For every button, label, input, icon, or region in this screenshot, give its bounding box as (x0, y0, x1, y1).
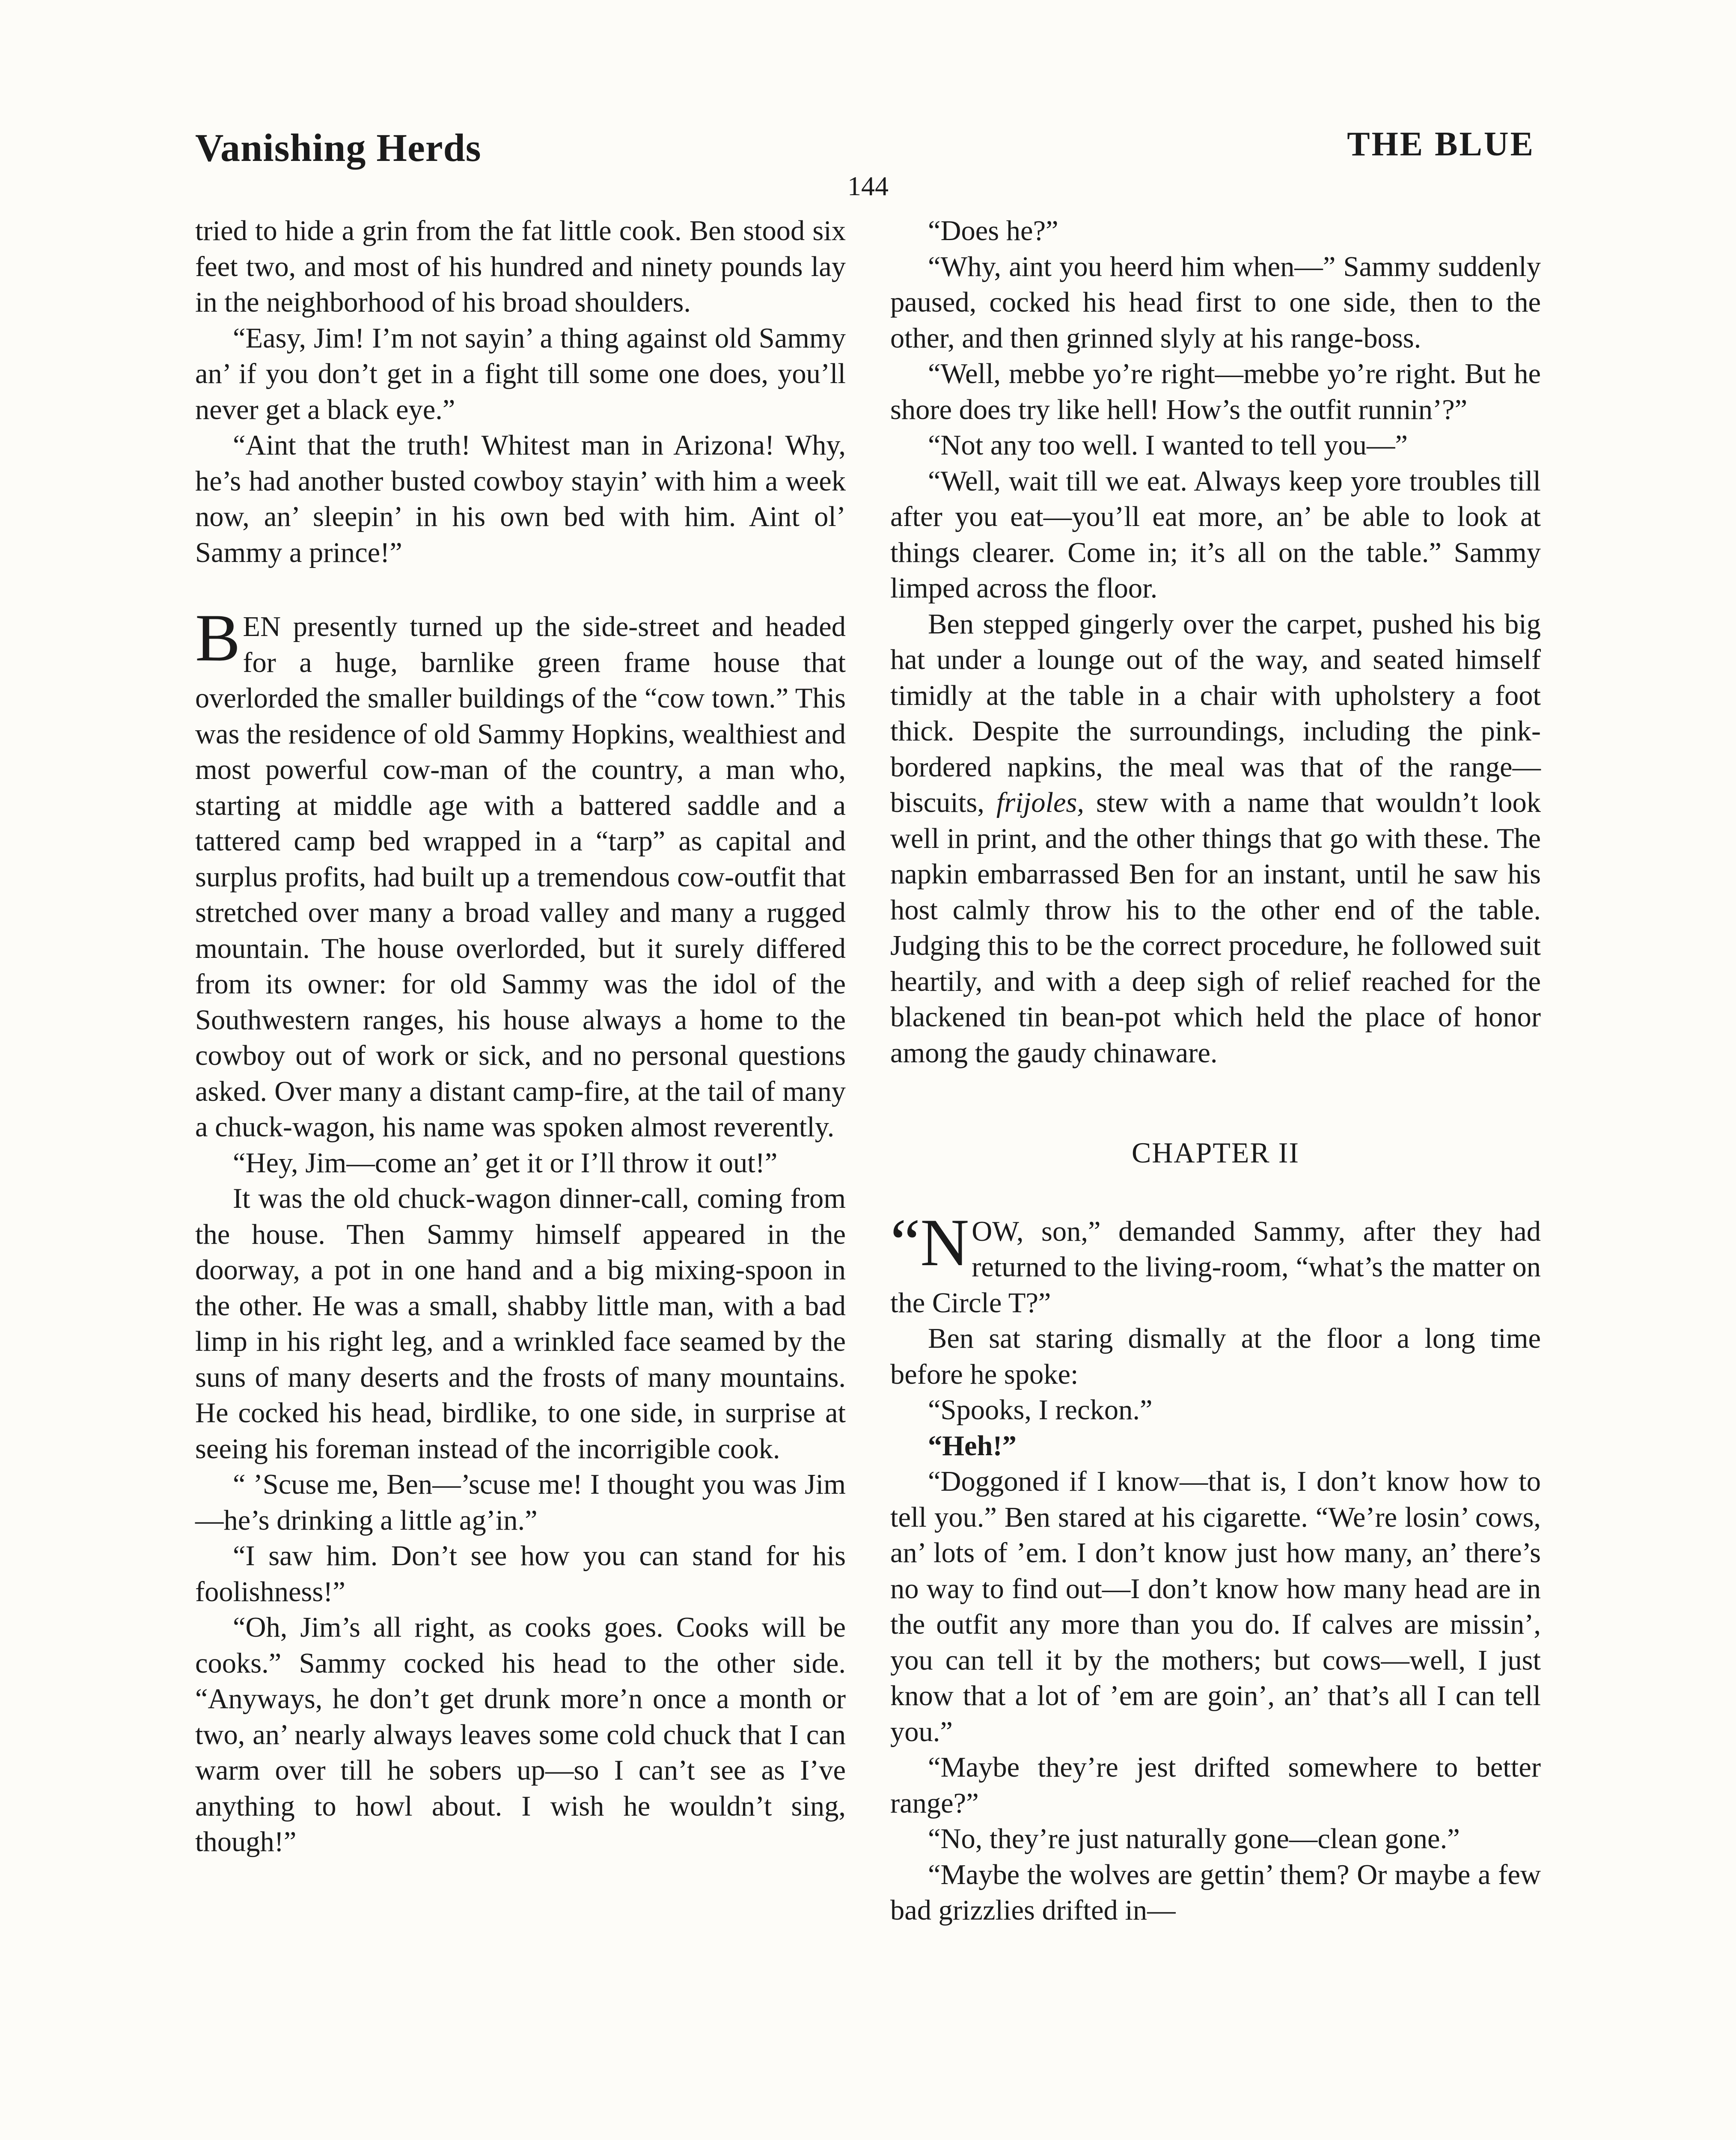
story-title: Vanishing Herds (195, 126, 482, 169)
chapter-heading: CHAPTER II (1131, 1136, 1300, 1169)
paragraph: “Heh!” (928, 1430, 1017, 1462)
paragraph: “Does he?” (928, 215, 1058, 247)
left-column (195, 213, 846, 1860)
paragraph: “Why, aint you heerd him when—” Sammy suddenly paused, cocked his head first to one side, then to the other, and then grinned slyly at his range-boss. (890, 251, 1541, 354)
italic-word: frijoles, (996, 787, 1084, 818)
page-number: 144 (847, 171, 889, 201)
paragraph: “Easy, Jim! I’m not sayin’ a thing against old Sammy an’ if you don’t get in a fight till some one does, you’ll never get a black eye.” (195, 322, 846, 425)
section-opening-paragraph (195, 600, 846, 1145)
paragraph-text: EN presently turned up the side-street and headed for a huge, barnlike green frame house that overlorded the smaller buildings of the “cow town.” This was the residence of old Sammy Hopkins, wealthiest and most powerful cow-man of the country, a man who, starting at middle age with a battered saddle and a tattered camp bed wrapped in a “tarp” as capital and surplus profits, had built up a tremendous cow-outfit that stretched over many a broad valley and many a rugged mountain. The house overlorded, but it surely differed from its owner: for old Sammy was the idol of the Southwestern ranges, his house always a home to the cowboy out of work or sick, and no personal questions asked. Over many a distant camp-fire, at the tail of many a chuck-wagon, his name was spoken almost reverently. (195, 611, 846, 1143)
paragraph: tried to hide a grin from the fat little cook. Ben stood six feet two, and most of his hundred and ninety pounds lay in the neighborhood of his broad shoulders. (195, 215, 846, 318)
drop-cap-quote: “ (890, 1205, 921, 1280)
paragraph: “Well, wait till we eat. Always keep yore troubles till after you eat—you’ll eat more, an’ be able to look at things clearer. Come in; it’s all on the table.” Sammy limped across the floor. (890, 465, 1541, 604)
paragraph: “Aint that the truth! Whitest man in Arizona! Why, he’s had another busted cowboy stayin’ with him a week now, an’ sleepin’ in his own bed with him. Aint ol’ Sammy a prince!” (195, 430, 846, 568)
paragraph: “Maybe the wolves are gettin’ them? Or maybe a few bad grizzlies drifted in— (890, 1859, 1541, 1926)
paragraph: “Doggoned if I know—that is, I don’t know how to tell you.” Ben stared at his cigarette. “We’re losin’ cows, an’ lots of ’em. I don’t know just how many, an’ there’s no way to find out—I don’t know how many head are in the outfit any more than you do. If calves are missin’, you can tell it by the mothers; but cows—well, I just know that a lot of ’em are goin’, an’ that’s all I can tell you.” (890, 1466, 1541, 1748)
paragraph: “Not any too well. I wanted to tell you—” (928, 430, 1408, 461)
paragraph: “ ’Scuse me, Ben—’scuse me! I thought you was Jim—he’s drinking a little ag’in.” (195, 1469, 846, 1536)
paragraph: Ben sat staring dismally at the floor a long time before he spoke: (890, 1323, 1541, 1390)
paragraph-text: stew with a name that wouldn’t look well in print, and the other things that go with these. The napkin embarrassed Ben for an instant, until he saw his host calmly throw his to the other end of the table. Judging this to be the correct procedure, he followed suit heartily, and with a deep sigh of relief reached for the blackened tin bean-pot which held the place of honor among the gaudy chinaware. (890, 787, 1541, 1069)
paragraph: “Oh, Jim’s all right, as cooks goes. Cooks will be cooks.” Sammy cocked his head to the other side. “Anyways, he don’t get drunk more’n once a month or two, an’ nearly always leaves some cold chuck that I can warm over till he sobers up—so I can’t see as I’ve anything to howl about. I wish he wouldn’t sing, though!” (195, 1612, 846, 1858)
paragraph: “Maybe they’re jest drifted somewhere to better range?” (890, 1752, 1541, 1819)
right-column (890, 213, 1541, 1929)
chapter-opening-paragraph (890, 1205, 1541, 1321)
paragraph: It was the old chuck-wagon dinner-call, coming from the house. Then Sammy himself appeared in the doorway, a pot in one hand and a big mixing-spoon in the other. He was a small, shabby little man, with a bad limp in his right leg, and a wrinkled face seamed by the suns of many deserts and the frosts of many mountains. He cocked his head, birdlike, to one side, in surprise at seeing his foreman instead of the incorrigible cook. (195, 1183, 846, 1465)
paragraph: “Hey, Jim—come an’ get it or I’ll throw it out!” (233, 1147, 778, 1179)
paragraph: “No, they’re just naturally gone—clean gone.” (928, 1823, 1460, 1855)
paragraph: “Well, mebbe yo’re right—mebbe yo’re right. But he shore does try like hell! How’s the outfit runnin’?” (890, 358, 1541, 425)
paragraph: “I saw him. Don’t see how you can stand for his foolishness!” (195, 1540, 846, 1608)
magazine-name: THE BLUE (1347, 125, 1535, 163)
paragraph-text: Ben stepped gingerly over the carpet, pushed his big hat under a lounge out of the way, and seated himself timidly at the table in a chair with upholstery a foot thick. Despite the surroundings, including the pink-bordered napkins, the meal was that of the range—biscuits, (890, 608, 1541, 818)
paragraph-text: OW, son,” demanded Sammy, after they had returned to the living-room, “what’s the matter on the Circle T?” (890, 1216, 1541, 1319)
paragraph (890, 606, 1541, 1071)
drop-cap: B (195, 600, 241, 675)
drop-cap (890, 1205, 969, 1280)
drop-cap-letter: N (920, 1205, 969, 1280)
paragraph: “Spooks, I reckon.” (928, 1394, 1153, 1426)
